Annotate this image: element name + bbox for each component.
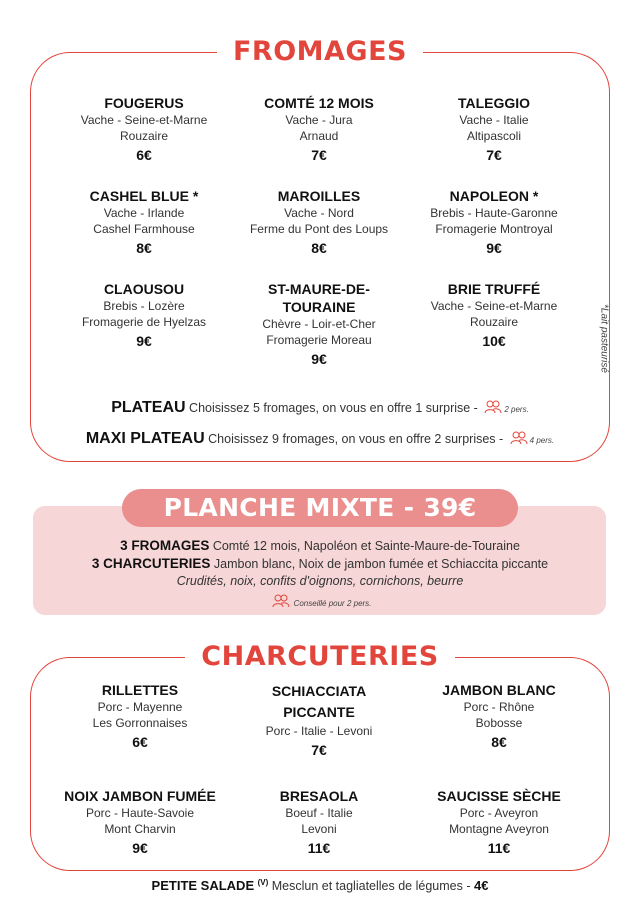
mixte-line-charcuteries: 3 CHARCUTERIES Jambon blanc, Noix de jambon fumée et Schiaccita piccante xyxy=(91,556,549,571)
cheese-item: MAROILLES Vache - Nord Ferme du Pont des Loups 8€ xyxy=(249,188,389,256)
petite-salade-line: PETITE SALADE $^{(V)}$ Mesclun et tagliatelles de légumes - 4€ xyxy=(151,878,489,894)
mixte-conseil: Conseillé pour 2 pers. xyxy=(0,594,640,611)
cheese-item: NAPOLEON * Brebis - Haute-Garonne Fromagerie Montroyal 9€ xyxy=(430,188,558,256)
people-icon xyxy=(484,400,502,417)
cheese-item: FOUGERUS Vache - Seine-et-Marne Rouzaire 6€ xyxy=(80,95,208,163)
cheese-item: BRIE TRUFFÉ Vache - Seine-et-Marne Rouzaire 10€ xyxy=(430,281,558,349)
charcuterie-item: RILLETTES Porc - Mayenne Les Gorronnaises 6€ xyxy=(92,682,188,750)
charcuteries-title: CHARCUTERIES xyxy=(0,641,640,672)
cheese-item: CASHEL BLUE * Vache - Irlande Cashel Farmhouse 8€ xyxy=(89,188,199,256)
people-icon xyxy=(272,594,290,611)
cheese-item: COMTÉ 12 MOIS Vache - Jura Arnaud 7€ xyxy=(264,95,374,163)
people-icon xyxy=(510,431,528,448)
mixte-title: PLANCHE MIXTE - 39€ xyxy=(122,489,518,527)
plateau-text: Choisissez 5 fromages, on vous en offre 1 surprise - xyxy=(189,401,478,415)
cheese-item: ST-MAURE-DE- TOURAINE Chèvre - Loir-et-Cher Fromagerie Moreau 9€ xyxy=(262,281,376,367)
charcuterie-item: JAMBON BLANC Porc - Rhône Bobosse 8€ xyxy=(442,682,556,750)
fromages-title: FROMAGES xyxy=(0,36,640,67)
mixte-line-extras: Crudités, noix, confits d'oignons, cornichons, beurre xyxy=(176,574,464,588)
maxi-plateau-label: MAXI PLATEAU xyxy=(85,430,205,447)
pasteurized-note: *Lait pasteurisé xyxy=(598,304,610,373)
plateau-line: PLATEAU Choisissez 5 fromages, on vous en offre 1 surprise - 2 pers. xyxy=(111,399,529,416)
charcuterie-item: BRESAOLA Boeuf - Italie Levoni 11€ xyxy=(279,788,359,856)
maxi-plateau-line: MAXI PLATEAU Choisissez 9 fromages, on vous en offre 2 surprises - 4 pers. xyxy=(85,430,555,447)
charcuterie-item: SCHIACCIATA PICCANTE Porc - Italie - Levoni 7€ xyxy=(265,683,373,758)
charcuterie-item: NOIX JAMBON FUMÉE Porc - Haute-Savoie Mont Charvin 9€ xyxy=(64,788,216,856)
petite-salade-label: PETITE SALADE xyxy=(151,878,255,894)
maxi-plateau-text: Choisissez 9 fromages, on vous en offre 2 surprises - xyxy=(208,432,504,446)
cheese-item: CLAOUSOU Brebis - Lozère Fromagerie de Hyelzas 9€ xyxy=(81,281,207,349)
cheese-item: TALEGGIO Vache - Italie Altipascoli 7€ xyxy=(457,95,531,163)
plateau-label: PLATEAU xyxy=(111,399,186,416)
charcuterie-item: SAUCISSE SÈCHE Porc - Aveyron Montagne Aveyron 11€ xyxy=(437,788,561,856)
mixte-line-fromages: 3 FROMAGES Comté 12 mois, Napoléon et Sainte-Maure-de-Touraine xyxy=(120,538,520,553)
